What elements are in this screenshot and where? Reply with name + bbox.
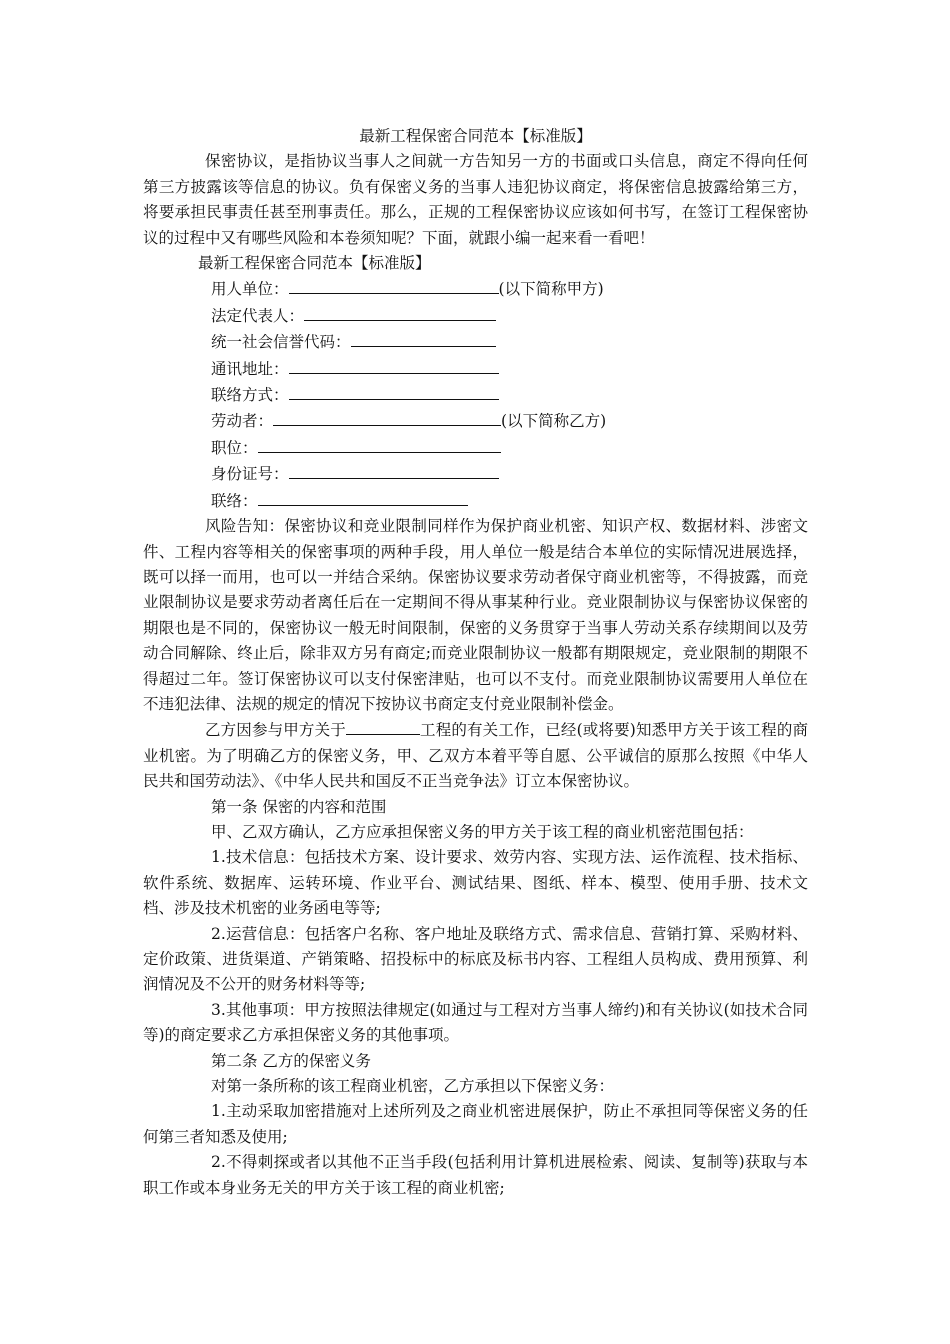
legal-rep-blank (304, 303, 496, 321)
article2-item1: 1.主动采取加密措施对上述所列及之商业机密进展保护，防止不承担同等保密义务的任何第三者知悉及使用; (143, 1102, 808, 1146)
article1-intro: 甲、乙双方确认，乙方应承担保密义务的甲方关于该工程的商业机密范围包括： (211, 822, 754, 841)
field-credit-code (143, 329, 808, 355)
field-position (143, 435, 808, 461)
article1-item2: 2.运营信息：包括客户名称、客户地址及联络方式、需求信息、营销打算、采购材料、定价政策、进货渠道、产销策略、招投标中的标底及标书内容、工程组人员构成、费用预算、利润情况及不公开的财务材料等等; (143, 924, 808, 994)
credit-code-blank (351, 329, 496, 347)
party-b-paragraph (143, 717, 808, 794)
field-contact-method (143, 382, 808, 408)
address-blank (289, 356, 499, 374)
field-employer (143, 276, 808, 302)
employer-blank (289, 276, 499, 294)
id-blank (289, 461, 499, 479)
article1-item3: 3.其他事项：甲方按照法律规定(如通过与工程对方当事人缔约)和有关协议(如技术合同等)的商定要求乙方承担保密义务的其他事项。 (143, 1000, 808, 1045)
field-address-label: 通讯地址： (211, 359, 289, 378)
field-employer-suffix: (以下简称甲方) (498, 280, 604, 299)
field-credit-code-label: 统一社会信誉代码： (211, 333, 351, 352)
field-legal-rep (143, 303, 808, 329)
field-worker (143, 408, 808, 434)
field-legal-rep-label: 法定代表人： (211, 306, 305, 325)
document-title: 最新工程保密合同范本【标准版】 (359, 127, 592, 145)
field-id (143, 461, 808, 487)
field-employer-label: 用人单位： (211, 280, 289, 299)
contact-blank (258, 488, 468, 506)
field-id-label: 身份证号： (211, 465, 289, 484)
party-b-post: 工程的有关工作，已经(或将要)知悉甲方关于该工程的商业机密。为了明确乙方的保密义务，甲、乙双方本着平等自愿、公平诚信的原那么按照《中华人民共和国劳动法》、《中华人民共和国反不正当竞争法》订立本保密协议。 (143, 721, 808, 791)
document-body (143, 124, 808, 1201)
field-contact (143, 488, 808, 514)
article2-intro: 对第一条所称的该工程商业机密，乙方承担以下保密义务： (211, 1077, 615, 1096)
article1-item1: 1.技术信息：包括技术方案、设计要求、效劳内容、实现方法、运作流程、技术指标、软件系统、数据库、运转环境、作业平台、测试结果、图纸、样本、模型、使用手册、技术文档、涉及技术机密的业务函电等等; (143, 848, 808, 918)
project-name-blank (346, 717, 420, 735)
intro-paragraph: 保密协议，是指协议当事人之间就一方告知另一方的书面或口头信息，商定不得向任何第三方披露该等信息的协议。负有保密义务的当事人违犯协议商定，将保密信息披露给第三方，将要承担民事责任甚至刑事责任。那么，正规的工程保密协议应该如何书写，在签订工程保密协议的过程中又有哪些风险和本卷须知呢？下面，就跟小编一起来看一看吧！ (143, 152, 808, 247)
field-address (143, 356, 808, 382)
article1-title: 第一条 保密的内容和范围 (211, 797, 387, 816)
field-contact-method-label: 联络方式： (211, 386, 289, 405)
field-worker-label: 劳动者： (211, 412, 274, 431)
article2-title: 第二条 乙方的保密义务 (211, 1051, 371, 1070)
contact-method-blank (289, 382, 499, 400)
field-worker-suffix: (以下简称乙方) (501, 412, 607, 431)
contract-subtitle: 最新工程保密合同范本【标准版】 (198, 254, 431, 273)
risk-notice-paragraph: 风险告知：保密协议和竞业限制同样作为保护商业机密、知识产权、数据材料、涉密文件、工程内容等相关的保密事项的两种手段，用人单位一般是结合本单位的实际情况进展选择，既可以择一而用，也可以一并结合采纳。保密协议要求劳动者保守商业机密等，不得披露，而竞业限制协议是要求劳动者离任后在一定期间不得从事某种行业。竞业限制协议与保密协议保密的期限也是不同的，保密协议一般无时间限制，保密的义务贯穿于当事人劳动关系存续期间以及劳动合同解除、终止后，除非双方另有商定;而竞业限制协议一般都有期限规定，竞业限制的期限不得超过二年。签订保密协议可以支付保密津贴，也可以不支付。而竞业限制协议需要用人单位在不违犯法律、法规的规定的情况下按协议书商定支付竞业限制补偿金。 (143, 517, 808, 713)
position-blank (258, 435, 501, 453)
party-b-pre: 乙方因参与甲方关于 (205, 721, 346, 740)
worker-blank (273, 408, 501, 426)
article2-item2: 2.不得刺探或者以其他不正当手段(包括利用计算机进展检索、阅读、复制等)获取与本职工作或本身业务无关的甲方关于该工程的商业机密; (143, 1153, 808, 1197)
field-contact-label: 联络： (211, 491, 258, 510)
field-position-label: 职位： (211, 438, 258, 457)
